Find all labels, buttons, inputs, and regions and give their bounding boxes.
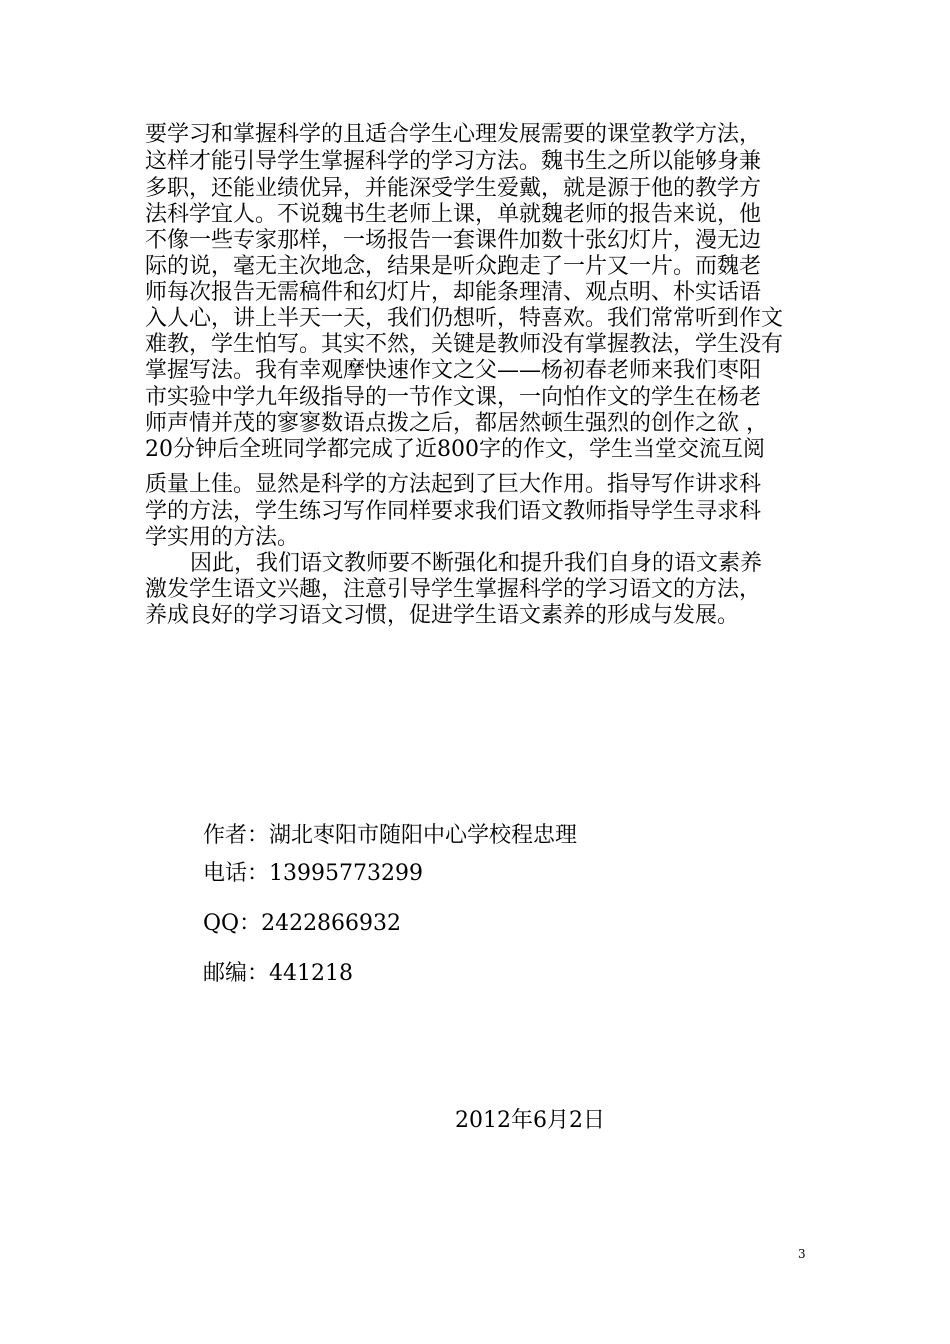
body-line-16: 学实用的方法。 — [145, 525, 300, 550]
body-line-4: 法科学宜人。不说魏书生老师上课，单就魏老师的报告来说，他 — [145, 202, 762, 227]
qq-line: QQ：2422866932 — [203, 911, 402, 936]
body-line-10: 掌握写法。我有幸观摩快速作文之父——杨初春老师来我们枣阳 — [145, 358, 762, 383]
body-line-17: 因此，我们语文教师要不断强化和提升我们自身的语文素养 — [190, 551, 763, 576]
body-line-18: 激发学生语文兴趣，注意引导学生掌握科学的学习语文的方法， — [145, 577, 762, 602]
body-line-14: 质量上佳。显然是科学的方法起到了巨大作用。指导写作讲求科 — [145, 472, 762, 497]
body-line-19: 养成良好的学习语文习惯，促进学生语文素养的形成与发展。 — [145, 603, 740, 628]
body-line-8: 入人心，讲上半天一天，我们仍想听，特喜欢。我们常常听到作文 — [145, 306, 784, 331]
body-line-13: 20分钟后全班同学都完成了近800字的作文，学生当堂交流互阅 — [145, 437, 765, 462]
body-line-3: 多职，还能业绩优异，并能深受学生爱戴，就是源于他的教学方 — [145, 176, 762, 201]
body-line-5: 不像一些专家那样，一场报告一套课件加数十张幻灯片，漫无边 — [145, 228, 762, 253]
body-line-11: 市实验中学九年级指导的一节作文课，一向怕作文的学生在杨老 — [145, 385, 762, 410]
body-line-1: 要学习和掌握科学的且适合学生心理发展需要的课堂教学方法， — [145, 122, 762, 147]
page-number: 3 — [798, 1247, 806, 1261]
body-line-7: 师每次报告无需稿件和幻灯片，却能条理清、观点明、朴实话语 — [145, 280, 762, 305]
body-line-6: 际的说，毫无主次地念，结果是听众跑走了一片又一片。而魏老 — [145, 254, 762, 279]
author-line: 作者：湖北枣阳市随阳中心学校程忠理 — [203, 823, 578, 848]
body-line-12: 师声情并茂的寥寥数语点拨之后，都居然顿生强烈的创作之欲 ， — [145, 411, 768, 436]
phone-line: 电话：13995773299 — [203, 861, 423, 886]
postcode-line: 邮编：441218 — [203, 961, 353, 986]
body-line-2: 这样才能引导学生掌握科学的学习方法。魏书生之所以能够身兼 — [145, 149, 762, 174]
body-line-9: 难教，学生怕写。其实不然，关键是教师没有掌握教法，学生没有 — [145, 332, 784, 357]
date-line: 2012年6月2日 — [455, 1108, 605, 1133]
body-line-15: 学的方法，学生练习写作同样要求我们语文教师指导学生寻求科 — [145, 499, 762, 524]
